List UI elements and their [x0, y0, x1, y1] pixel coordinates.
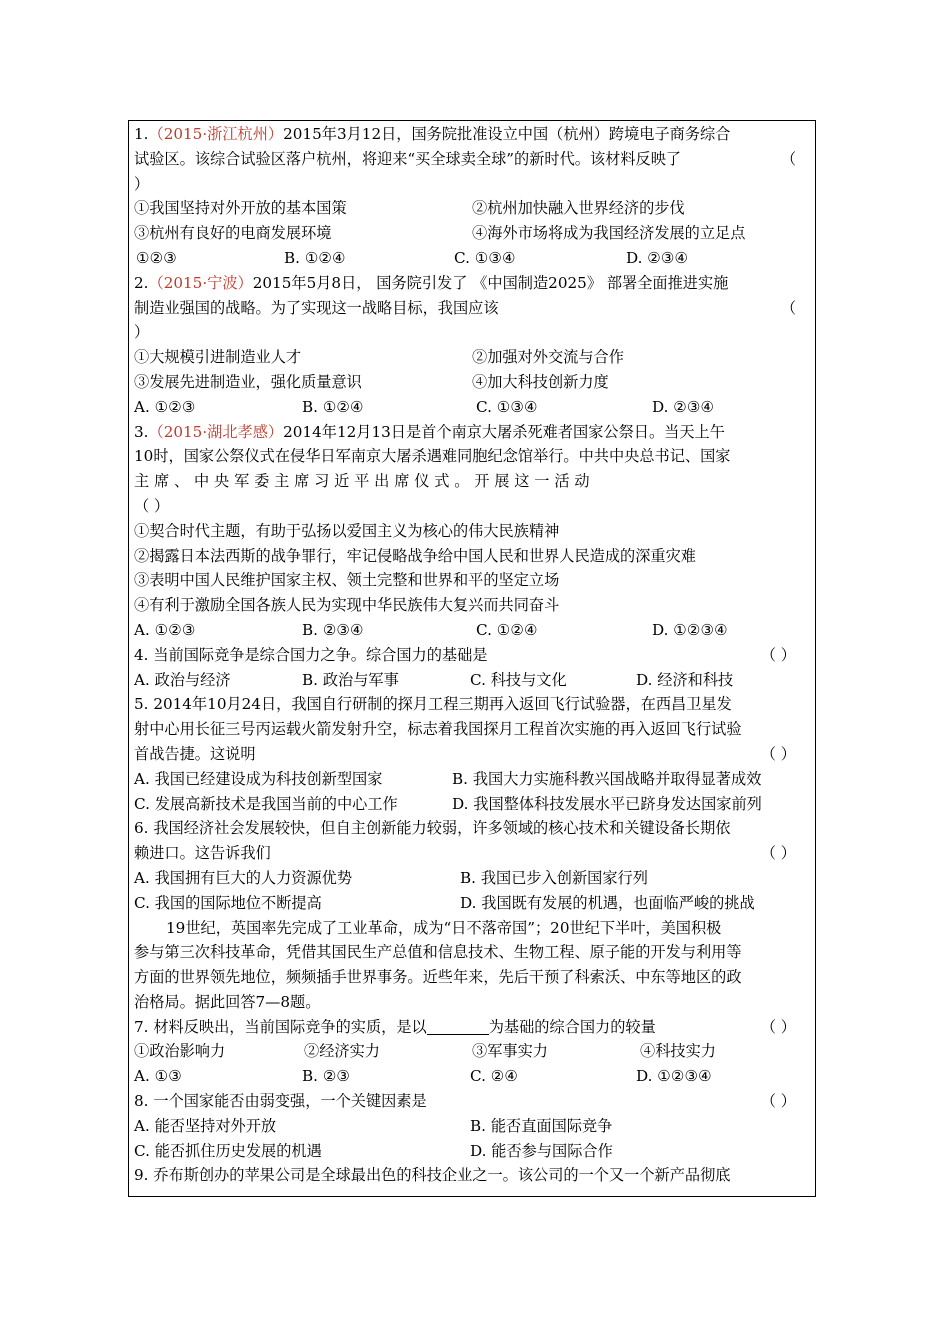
q6-choices-row1	[134, 866, 810, 891]
choice-d: D. ②③④	[626, 248, 689, 267]
option: ④有利于激励全国各族人民为实现中华民族伟大复兴而共同奋斗	[134, 596, 560, 615]
q7-choices	[134, 1064, 810, 1089]
answer-paren: （ ）	[134, 496, 170, 515]
q2-options-row2	[134, 370, 810, 395]
choice-b: B. 我国已步入创新国家行列	[460, 868, 648, 887]
answer-paren: （ ）	[760, 1092, 796, 1111]
choice-a: ①②③	[136, 248, 177, 267]
choice-c: C. ①②④	[476, 620, 538, 639]
choice-b: B. ②③	[302, 1067, 351, 1086]
q5-choices-row2	[134, 792, 810, 817]
answer-paren: （ ）	[760, 1017, 796, 1036]
q1-source: （2015·浙江杭州）	[148, 125, 284, 143]
q4-stem: 4. 当前国际竞争是综合国力之争。综合国力的基础是 （ ）	[134, 643, 810, 668]
choice-b: B. ②③④	[302, 620, 364, 639]
q3-line3: 主 席 、 中 央 军 委 主 席 习 近 平 出 席 仪 式 。 开 展 这 一 活 动	[134, 472, 590, 491]
choice-c: C. ②④	[470, 1067, 518, 1086]
option: ②加强对外交流与合作	[472, 348, 624, 367]
q1-text: 2015年3月12日，国务院批准设立中国（杭州）跨境电子商务综合	[283, 125, 731, 143]
q6-choices-row2	[134, 891, 810, 916]
q8-stem: 8. 一个国家能否由弱变强，一个关键因素是 （ ）	[134, 1089, 810, 1114]
q3-number: 3.	[134, 422, 149, 441]
choice-a: A. ①②③	[134, 397, 196, 416]
q5-line2: 射中心用长征三号丙运载火箭发射升空，标志着我国探月工程首次实施的再入返回飞行试验	[134, 720, 742, 739]
choice-d: D. 我国既有发展的机遇，也面临严峻的挑战	[460, 893, 755, 912]
answer-paren: （ ）	[760, 645, 796, 664]
choice-a: A. 我国拥有巨大的人力资源优势	[134, 868, 353, 887]
option: ③发展先进制造业，强化质量意识	[134, 372, 362, 391]
option: ③军事实力	[472, 1042, 548, 1061]
choice-d: D. 经济和科技	[636, 670, 734, 689]
q3-text: 2014年12月13日是首个南京大屠杀死难者国家公祭日。当天上午	[283, 422, 725, 441]
option: ①政治影响力	[134, 1042, 226, 1061]
q5-line1: 5. 2014年10月24日，我国自行研制的探月工程三期再入返回飞行试验器，在西昌卫星发	[134, 695, 732, 714]
choice-c: C. ①③④	[476, 397, 538, 416]
q7-options	[134, 1039, 810, 1064]
material-line1: 19世纪，英国率先完成了工业革命，成为“日不落帝国”；20世纪下半叶，美国积极	[166, 918, 722, 937]
answer-paren: （ ）	[760, 744, 796, 763]
q3-source: （2015·湖北孝感）	[148, 422, 284, 441]
choice-a: A. ①②③	[134, 620, 196, 639]
q8-choices-row2	[134, 1139, 810, 1164]
choice-b: B. ①②④	[302, 397, 364, 416]
q1-line3: ）	[134, 174, 150, 193]
q2-text: 2015年5月8日， 国务院引发了 《中国制造2025》 部署全面推进实施	[252, 273, 729, 292]
q2-line3: ）	[134, 323, 150, 342]
choice-a: A. 我国已经建设成为科技创新型国家	[134, 769, 383, 788]
option: ①我国坚持对外开放的基本国策	[134, 199, 347, 218]
q2-options-row1	[134, 345, 810, 370]
choice-a: A. 能否坚持对外开放	[134, 1116, 277, 1135]
q6-line1: 6. 我国经济社会发展较快，但自主创新能力较弱，许多领域的核心技术和关键设备长期依	[134, 819, 731, 838]
answer-paren: （	[780, 149, 796, 168]
choice-d: D. 能否参与国际合作	[470, 1141, 613, 1160]
option: ④加大科技创新力度	[472, 372, 609, 391]
fill-blank	[427, 1020, 489, 1035]
q2-line2: 制造业强国的战略。为了实现这一战略目标，我国应该 （	[134, 296, 810, 321]
choice-b: B. 我国大力实施科教兴国战略并取得显著成效	[452, 769, 762, 788]
choice-c: C. 我国的国际地位不断提高	[134, 893, 322, 912]
answer-paren: （	[780, 298, 796, 317]
choice-a: A. ①③	[134, 1067, 182, 1086]
q7-stem: 7. 材料反映出，当前国际竞争的实质，是以 为基础的综合国力的较量 （ ）	[134, 1015, 810, 1040]
option: ②揭露日本法西斯的战争罪行，牢记侵略战争给中国人民和世界人民造成的深重灾难	[134, 546, 696, 565]
q2-line1	[134, 271, 810, 296]
choice-d: D. ①②③④	[652, 620, 728, 639]
choice-b: B. ①②④	[284, 248, 346, 267]
q1-options-row1	[134, 196, 810, 221]
q1-options-row2	[134, 221, 810, 246]
question-content	[134, 122, 810, 1188]
material-line2: 参与第三次科技革命，凭借其国民生产总值和信息技术、生物工程、原子能的开发与利用等	[134, 943, 742, 962]
q2-number: 2.	[134, 273, 149, 292]
choice-c: C. 科技与文化	[470, 670, 567, 689]
q4-choices	[134, 668, 810, 693]
option: ②经济实力	[304, 1042, 380, 1061]
option: ④科技实力	[640, 1042, 716, 1061]
q3-line2: 10时，国家公祭仪式在侵华日军南京大屠杀遇难同胞纪念馆举行。中共中央总书记、国家	[134, 447, 731, 466]
option: ④海外市场将成为我国经济发展的立足点	[472, 224, 746, 243]
material-line3: 方面的世界领先地位，频频插手世界事务。近些年来，先后干预了科索沃、中东等地区的政	[134, 968, 742, 987]
choice-c: C. 发展高新技术是我国当前的中心工作	[134, 794, 398, 813]
q6-line2: 赖进口。这告诉我们 （ ）	[134, 841, 810, 866]
option: ①契合时代主题，有助于弘扬以爱国主义为核心的伟大民族精神	[134, 521, 560, 540]
choice-c: C. 能否抓住历史发展的机遇	[134, 1141, 322, 1160]
q2-choices	[134, 395, 810, 420]
choice-a: A. 政治与经济	[134, 670, 231, 689]
q9-line1: 9. 乔布斯创办的苹果公司是全球最出色的科技企业之一。该公司的一个又一个新产品彻底	[134, 1166, 731, 1185]
q1-line1	[134, 122, 810, 147]
option: ③杭州有良好的电商发展环境	[134, 224, 332, 243]
q5-choices-row1	[134, 767, 810, 792]
q1-number: 1.	[134, 125, 149, 143]
material-line4: 治格局。据此回答7—8题。	[134, 992, 321, 1011]
q5-line3: 首战告捷。这说明 （ ）	[134, 742, 810, 767]
choice-d: D. 我国整体科技发展水平已跻身发达国家前列	[452, 794, 762, 813]
option: ①大规模引进制造业人才	[134, 348, 302, 367]
q2-source: （2015·宁波）	[148, 273, 253, 292]
choice-b: B. 政治与军事	[302, 670, 399, 689]
q3-choices	[134, 618, 810, 643]
choice-d: D. ①②③④	[636, 1067, 712, 1086]
choice-d: D. ②③④	[652, 397, 715, 416]
q3-line1	[134, 420, 810, 445]
choice-b: B. 能否直面国际竞争	[470, 1116, 613, 1135]
choice-c: C. ①③④	[454, 248, 516, 267]
answer-paren: （ ）	[760, 844, 796, 863]
q1-line2: 试验区。该综合试验区落户杭州，将迎来“买全球卖全球”的新时代。该材料反映了 （	[134, 147, 810, 172]
option: ③表明中国人民维护国家主权、领土完整和世界和平的坚定立场	[134, 571, 560, 590]
option: ②杭州加快融入世界经济的步伐	[472, 199, 685, 218]
q8-choices-row1	[134, 1114, 810, 1139]
q3-line4	[134, 494, 810, 519]
q1-choices	[134, 246, 810, 271]
